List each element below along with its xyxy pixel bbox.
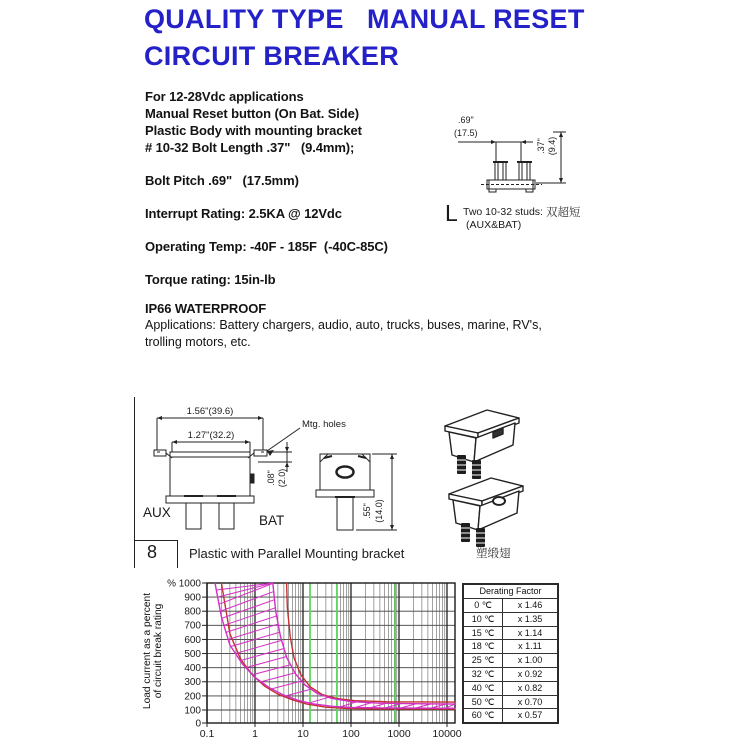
bat-terminal-label: BAT — [259, 513, 285, 528]
isometric-view-top — [445, 410, 519, 479]
derating-temp-cell: 15 ℃ — [464, 627, 503, 640]
svg-text:1000: 1000 — [387, 728, 411, 740]
page-title-line1: QUALITY TYPE MANUAL RESET — [144, 4, 585, 34]
derating-table-row — [464, 654, 557, 668]
derating-table-body — [464, 599, 557, 722]
outline-dimension-drawing — [140, 398, 470, 540]
stud-caption: Two 10-32 studs: — [463, 206, 543, 218]
derating-temp-cell: 32 ℃ — [464, 668, 503, 681]
derating-factor-cell: x 0.82 — [517, 682, 543, 693]
derating-temp-cell: 18 ℃ — [464, 640, 503, 653]
derating-table-row — [464, 640, 557, 654]
svg-text:10: 10 — [297, 728, 309, 740]
svg-text:% 1000: % 1000 — [167, 578, 201, 590]
svg-text:400: 400 — [184, 663, 201, 675]
svg-text:500: 500 — [184, 648, 201, 660]
spec-line-operating-temp: Operating Temp: -40F - 185F (-40C-85C) — [145, 239, 388, 254]
svg-text:1: 1 — [252, 728, 258, 740]
stud-caption-prefix: L — [445, 200, 458, 226]
svg-text:700: 700 — [184, 620, 201, 632]
svg-text:600: 600 — [184, 634, 201, 646]
spec-line-interrupt-rating: Interrupt Rating: 2.5KA @ 12Vdc — [145, 206, 342, 221]
derating-table-row — [464, 696, 557, 710]
row8-cell-right-border — [177, 540, 178, 568]
stud-length-label: .55" — [362, 503, 372, 519]
table-border-left — [134, 397, 135, 568]
derating-factor-cell: x 1.00 — [517, 655, 543, 666]
row8-caption-chinese: 塑缎翅 — [476, 548, 511, 560]
derating-temp-cell: 25 ℃ — [464, 654, 503, 667]
derating-temp-cell: 0 ℃ — [464, 599, 503, 612]
derating-temp-cell: 60 ℃ — [464, 709, 503, 722]
mtg-holes-label: Mtg. holes — [302, 419, 346, 430]
derating-temp-cell: 10 ℃ — [464, 613, 503, 626]
outline-dim-inner-label: 1.27"(32.2) — [187, 430, 235, 441]
derating-factor-cell: x 0.92 — [517, 668, 543, 679]
bracket-thickness-mm-label: (2.0) — [277, 468, 287, 488]
spec-line-plastic-body: Plastic Body with mounting bracket — [145, 123, 362, 138]
derating-factor-cell: x 1.35 — [517, 613, 543, 624]
derating-table-row — [464, 599, 557, 613]
stud-dim-width-label: .69" — [458, 115, 474, 125]
derating-temp-cell: 40 ℃ — [464, 682, 503, 695]
stud-dim-width-mm-label: (17.5) — [454, 128, 478, 138]
page-title-line2: CIRCUIT BREAKER — [144, 41, 400, 71]
svg-text:900: 900 — [184, 592, 201, 604]
svg-text:800: 800 — [184, 606, 201, 618]
chart-y-axis-title — [142, 576, 164, 726]
stud-caption-terminals: (AUX&BAT) — [466, 219, 522, 231]
derating-factor-cell: x 0.57 — [517, 710, 543, 721]
spec-line-bolt-length: # 10-32 Bolt Length .37" (9.4mm); — [145, 140, 355, 155]
derating-table-row — [464, 668, 557, 682]
svg-text:0.1: 0.1 — [199, 728, 215, 740]
isometric-breaker-drawings — [425, 398, 605, 550]
outline-dim-outer-label: 1.56"(39.6) — [186, 406, 234, 417]
trip-curve-chart — [138, 575, 468, 750]
spec-line-waterproof: IP66 WATERPROOF — [145, 301, 267, 316]
svg-text:300: 300 — [184, 677, 201, 689]
svg-text:100: 100 — [184, 705, 201, 717]
row8-cell-top-border — [134, 540, 178, 541]
derating-factor-cell: x 1.11 — [518, 641, 542, 652]
derating-table-row — [464, 613, 557, 627]
row8-caption: Plastic with Parallel Mounting bracket — [189, 546, 405, 561]
bracket-thickness-label: .08" — [266, 470, 276, 486]
spec-line-torque-rating: Torque rating: 15in-lb — [145, 272, 276, 287]
chart-y-axis-title-line1: Load current as a percent — [142, 592, 153, 710]
derating-table-row — [464, 682, 557, 696]
spec-line-reset-button: Manual Reset button (On Bat. Side) — [145, 106, 359, 121]
svg-text:0: 0 — [195, 718, 201, 730]
derating-factor-cell: x 1.46 — [517, 600, 543, 610]
aux-terminal-label: AUX — [143, 505, 171, 520]
stud-dimension-drawing — [443, 96, 568, 206]
stud-length-mm-label: (14.0) — [374, 499, 384, 523]
stud-dim-height-mm-label: (9.4) — [547, 136, 557, 156]
derating-factor-cell: x 1.14 — [517, 627, 543, 638]
stud-dim-height-label: .37" — [536, 138, 546, 154]
derating-table-row — [464, 627, 557, 641]
row8-number: 8 — [147, 542, 158, 562]
derating-table-row — [464, 709, 557, 722]
derating-factor-cell: x 0.70 — [517, 696, 543, 707]
svg-text:200: 200 — [184, 691, 201, 703]
svg-text:10000: 10000 — [432, 728, 462, 740]
derating-table-header: Derating Factor — [464, 585, 557, 599]
isometric-view-bottom — [449, 478, 523, 547]
spec-line-bolt-pitch: Bolt Pitch .69" (17.5mm) — [145, 173, 299, 188]
derating-factor-table — [462, 583, 559, 724]
trip-curve-plot — [138, 575, 468, 750]
spec-line-applications-list2: trolling motors, etc. — [145, 335, 251, 349]
spec-line-applications-voltage: For 12-28Vdc applications — [145, 89, 304, 104]
svg-text:100: 100 — [342, 728, 360, 740]
stud-caption-chinese: 双超短 — [546, 207, 581, 219]
chart-y-axis-title-line2: of circuit break rating — [153, 603, 164, 699]
spec-line-applications-list: Applications: Battery chargers, audio, auto, trucks, buses, marine, RV's, — [145, 318, 542, 332]
derating-temp-cell: 50 ℃ — [464, 696, 503, 709]
